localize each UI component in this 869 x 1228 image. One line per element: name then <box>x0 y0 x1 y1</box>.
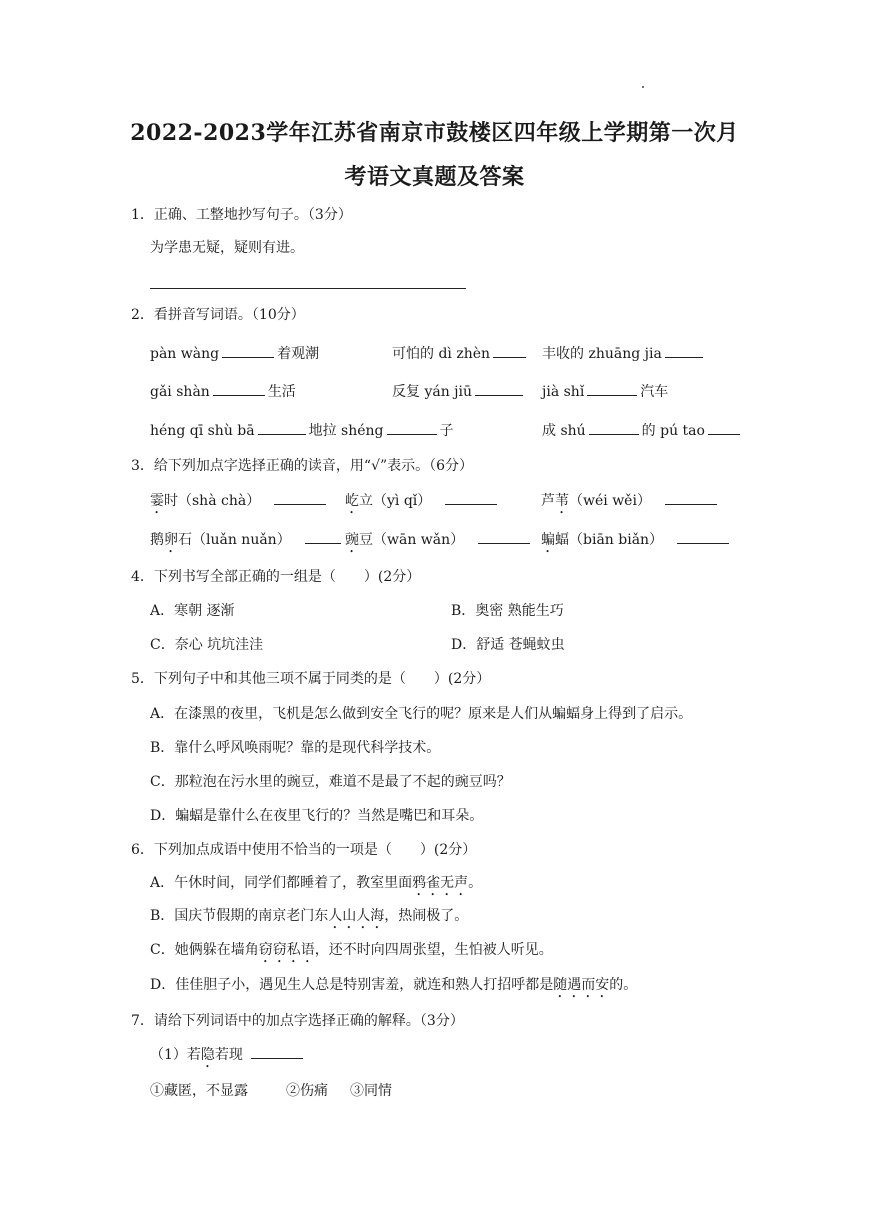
q2-blank[interactable] <box>213 381 265 396</box>
q4-option-a[interactable]: A．寒朝 逐渐 <box>150 603 235 619</box>
q2-row1-a <box>150 343 319 364</box>
q3-dotted-char: 霎 <box>150 493 164 509</box>
q2-blank[interactable] <box>387 420 437 435</box>
q3-reading: 蝠（biān biǎn） <box>555 532 664 548</box>
q3-blank[interactable] <box>677 529 729 544</box>
q3-dotted-char: 屹 <box>345 493 359 509</box>
q6-dotted-idiom: 鸦雀无声 <box>412 875 469 891</box>
pinyin-zhuang-jia: 丰收的 zhuāng jia <box>542 346 662 362</box>
q7-option-3[interactable]: ③同情 <box>350 1083 392 1099</box>
q3-item-wei <box>541 490 720 517</box>
q7-item-1 <box>150 1044 306 1071</box>
q3-blank[interactable] <box>305 529 341 544</box>
q3-reading: 豆（wān wǎn） <box>359 532 465 548</box>
q2-stem: 2．看拼音写词语。（10分） <box>131 307 305 323</box>
pinyin-sheng: 地拉 shéng <box>308 423 384 439</box>
q6-text: ，热闹极了。 <box>384 908 469 924</box>
q2-blank[interactable] <box>665 343 703 358</box>
q1-stem: 1．正确、工整地抄写句子。（3分） <box>131 207 352 223</box>
q7-text: 若现 <box>214 1047 243 1063</box>
q7-blank[interactable] <box>251 1044 303 1059</box>
q2-row3-b <box>542 420 743 441</box>
pinyin-di-zhen: 可怕的 dì zhèn <box>392 346 491 362</box>
q3-blank[interactable] <box>478 529 530 544</box>
q3-blank[interactable] <box>274 490 326 505</box>
pinyin-pan-wang: pàn wàng <box>150 346 220 362</box>
q5-option-c[interactable]: C．那粒泡在污水里的豌豆，难道不是最了不起的豌豆吗？ <box>150 774 511 790</box>
q6-text: C．她俩躲在墙角 <box>150 942 259 958</box>
q7-text: （1）若 <box>150 1047 201 1063</box>
q5-option-a[interactable]: A．在漆黑的夜里，飞机是怎么做到安全飞行的呢？原来是人们从蝙蝠身上得到了启示。 <box>150 706 693 722</box>
page-title-line2: 考语文真题及答案 <box>344 164 525 190</box>
q6-text: 。 <box>468 875 483 891</box>
q3-reading: 立（yì qǐ） <box>359 493 432 509</box>
q2-blank[interactable] <box>475 381 523 396</box>
pinyin-pu-tao: 的 pú tao <box>641 423 705 439</box>
pinyin-gai-shan: gǎi shàn <box>150 384 210 400</box>
q3-item-luan <box>150 529 344 556</box>
q5-option-d[interactable]: D．蝙蝠是靠什么在夜里飞行的？当然是嘴巴和耳朵。 <box>150 808 484 824</box>
pinyin-yan-jiu: 反复 yán jiū <box>392 384 473 400</box>
q6-dotted-idiom: 人山人海 <box>328 908 385 924</box>
q2-text: 汽车 <box>640 384 669 400</box>
q3-reading: 时（shà chà） <box>164 493 261 509</box>
q3-plain-char: 芦 <box>541 493 555 509</box>
q1-answer-line[interactable] <box>150 288 466 289</box>
q1-sentence: 为学患无疑，疑则有进。 <box>150 240 304 256</box>
q6-stem: 6．下列加点成语中使用不恰当的一项是（ ）(2分） <box>131 842 477 858</box>
q3-item-sha <box>150 490 329 517</box>
scan-dot <box>642 86 644 88</box>
q2-row1-b <box>392 343 529 364</box>
q3-reading: （wéi wěi） <box>569 493 651 509</box>
q2-text: 子 <box>439 423 454 439</box>
pinyin-shu: 成 shú <box>542 423 586 439</box>
q6-option-a[interactable] <box>150 873 482 899</box>
q2-row3-a <box>150 420 454 441</box>
q2-text: 着观潮 <box>277 346 320 362</box>
q6-dotted-idiom: 窃窃私语 <box>258 942 315 958</box>
q3-item-bian <box>541 529 732 556</box>
q2-blank[interactable] <box>587 381 637 396</box>
q6-text: B．国庆节假期的南京老门东 <box>150 908 329 924</box>
q3-blank[interactable] <box>445 490 497 505</box>
q2-blank[interactable] <box>589 420 639 435</box>
q6-text: 的。 <box>609 977 638 993</box>
q2-blank[interactable] <box>708 420 740 435</box>
q3-dotted-char: 豌 <box>345 532 359 548</box>
q5-option-b[interactable]: B．靠什么呼风唤雨呢？靠的是现代科学技术。 <box>150 740 441 756</box>
q6-dotted-idiom: 随遇而安 <box>553 977 610 993</box>
q2-row1-c <box>542 343 706 364</box>
q3-stem: 3．给下列加点字选择正确的读音，用“√”表示。（6分） <box>131 458 474 474</box>
q2-blank[interactable] <box>493 343 526 358</box>
q7-option-2[interactable]: ②伤痛 <box>286 1083 328 1099</box>
q5-stem: 5．下列句子中和其他三项不属于同类的是（ ）(2分） <box>131 671 491 687</box>
q4-option-b[interactable]: B．奥密 熟能生巧 <box>451 603 564 619</box>
pinyin-heng-qi-shu-ba: héng qī shù bā <box>150 423 255 439</box>
q7-dotted-char: 隐 <box>200 1047 215 1063</box>
q3-plain-char: 鹅 <box>150 532 164 548</box>
q2-blank[interactable] <box>258 420 306 435</box>
page-title-line1: 2022-2023学年江苏省南京市鼓楼区四年级上学期第一次月 <box>130 120 739 146</box>
q4-option-d[interactable]: D．舒适 苍蝇蚊虫 <box>451 637 565 653</box>
q7-options <box>150 1081 392 1101</box>
q4-option-c[interactable]: C．奈心 坑坑洼洼 <box>150 637 264 653</box>
q7-stem: 7．请给下列词语中的加点字选择正确的解释。（3分） <box>131 1013 464 1029</box>
q2-row2-b <box>392 381 526 402</box>
q2-text: 生活 <box>267 384 296 400</box>
q3-dotted-char: 卵 <box>164 532 178 548</box>
q6-text: D．佳佳胆子小，遇见生人总是特别害羞，就连和熟人打招呼都是 <box>150 977 554 993</box>
q3-reading: 石（luǎn nuǎn） <box>178 532 291 548</box>
q3-item-yi <box>345 490 500 517</box>
q3-dotted-char: 蝙 <box>541 532 555 548</box>
q4-stem: 4．下列书写全部正确的一组是（ ）(2分） <box>131 569 421 585</box>
q3-dotted-char: 苇 <box>555 493 569 509</box>
pinyin-jia-shi: jià shǐ <box>542 384 585 400</box>
q3-item-wan <box>345 529 533 556</box>
q6-option-c[interactable] <box>150 940 553 966</box>
q7-option-1[interactable]: ①藏匿，不显露 <box>150 1083 248 1099</box>
q6-text: A．午休时间，同学们都睡着了，教室里面 <box>150 875 413 891</box>
q3-blank[interactable] <box>665 490 717 505</box>
q2-row2-a <box>150 381 296 402</box>
q6-option-d[interactable] <box>150 975 637 1001</box>
q6-option-b[interactable] <box>150 906 468 932</box>
q2-blank[interactable] <box>222 343 274 358</box>
q2-row2-c <box>542 381 668 402</box>
q6-text: ，还不时向四周张望，生怕被人听见。 <box>314 942 553 958</box>
